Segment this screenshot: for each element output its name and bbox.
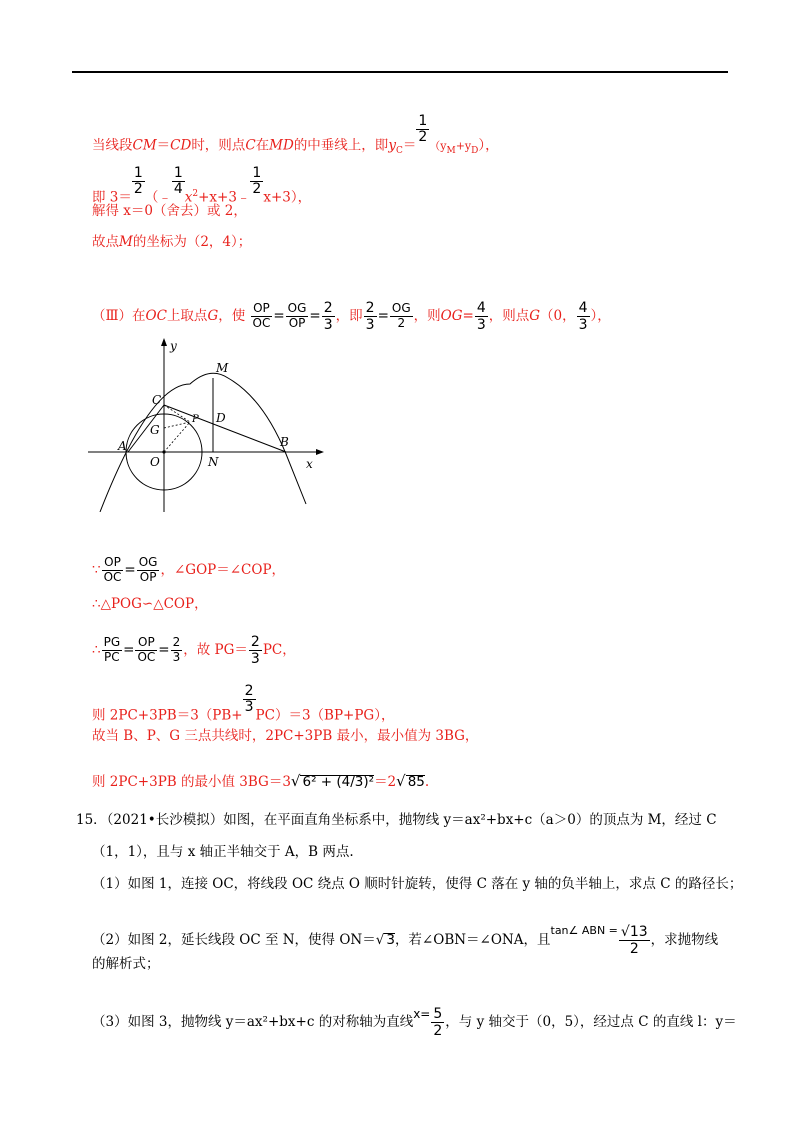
text: ，求抛物线 [650,932,719,949]
text: （0， [540,308,576,325]
radicand: 85 [407,774,425,790]
fraction: $\frac{5}{2}$ [433,1006,443,1040]
label-x: x [306,457,313,471]
label-m: M [216,361,229,375]
fraction: $\frac{OG}{OP}$ [287,301,307,331]
text: ，与 y 轴交于（0，5），经过点 C 的直线 l：y＝ [445,1014,737,1031]
fraction: $\frac{4}{3}$ [476,300,486,334]
text: 上取点 [166,308,208,325]
problem-line-6 [92,1006,737,1039]
solution-line-7: ∴△POG∽△COP， [92,596,208,612]
text: +x+3﹣ [198,189,251,206]
text: . [424,774,430,790]
point-o [162,450,165,453]
text: y [388,137,396,154]
y-axis-arrow-icon [161,338,167,346]
text: ，即 [335,308,363,325]
text: M [446,146,456,157]
text: （y [429,139,447,153]
label-o: O [150,455,160,469]
fraction: $\frac{4}{3}$ [578,300,588,334]
text: G [529,308,541,325]
text: +y [455,139,472,153]
text: x [184,189,193,206]
text: ，使 [218,308,246,325]
text: ∵ [92,561,101,578]
solution-line-11: 则 2PC+3PB 的最小值 3BG＝3√ 6² + (4/3)²＝2√ 85. [92,772,430,790]
text: （3）如图 3，抛物线 y＝ax²+bx+c 的对称轴为直线 [92,1014,414,1031]
solution-line-2 [92,165,312,206]
text: MD [269,137,294,154]
geometry-figure [88,336,328,512]
problem-line-3: （1）如图 1，连接 OC，将线段 OC 绕点 O 顺时针旋转，使得 C 落在 y 轴的负半轴上，求点 C 的路径长； [92,876,743,892]
text: 2 [192,188,199,199]
label-g: G [150,423,160,437]
text: D [471,146,479,157]
fraction: $\frac{OP}{OC}$ [252,301,271,331]
text: = [124,561,136,578]
text: 当线段 [92,137,133,154]
label-p: P [192,414,199,425]
fraction: $\frac{2}{3}$ [244,683,254,716]
text: = [377,308,389,325]
text: （Ⅲ）在 [92,308,146,325]
fraction: $\frac{1}{2}$ [418,113,428,146]
text: （2）如图 2，延长线段 OC 至 N，使得 ON＝ [92,932,376,949]
text: C [395,146,403,157]
text: x= [413,1007,431,1022]
solution-line-4 [92,236,251,250]
fraction: $\frac{1}{2}$ [252,165,262,198]
text: 则 2PC+3PB＝3（PB+ [92,707,243,724]
text: = [462,308,474,325]
text: = [158,642,170,659]
fraction: $\frac{2}{3}$ [365,300,375,334]
solution-line-10: 故当 B、P、G 三点共线时，2PC+3PB 最小，最小值为 3BG， [92,728,479,744]
solution-line-3: 解得 x＝0（舍去）或 2， [92,203,247,219]
text: ，则 [413,308,441,325]
text: tan∠ ABN = [550,924,618,938]
text: ∴ [92,642,101,659]
segment-op [164,422,190,452]
text: ＝ [156,137,171,154]
solution-line-1 [92,113,499,157]
text: 时，则点 [191,137,246,154]
text: ，∠GOP＝∠COP， [160,561,286,578]
fraction: $\frac{2}{3}$ [323,300,333,334]
text: OG [440,308,463,325]
text: 在 [255,137,270,154]
label-y: y [170,339,177,353]
text: OC [145,308,167,325]
label-b: B [280,435,289,449]
fraction: $\frac{2}{3}$ [172,635,181,665]
text: G [207,308,219,325]
radicand: 6² + (4/3)² [302,774,375,790]
text: 则 2PC+3PB 的最小值 3BG＝3 [92,774,291,790]
text: PC， [262,642,296,659]
radicand: 3 [386,932,395,949]
solution-line-9 [92,683,395,724]
text: ，若∠OBN＝∠ONA，且 [394,932,551,949]
parabola-curve [100,373,306,512]
text: x+3）， [263,189,312,206]
text: 故点 [92,234,119,250]
problem-line-4: （2）如图 2，延长线段 OC 至 N，使得 ON＝√ 3，若∠OBN＝∠ONA，且$^{tan\angle ABN =}$ $\frac{√13}{2}$ ，求抛物线 [92,924,719,958]
text: ＝ [402,137,417,154]
text: CD [170,137,192,154]
x-axis-arrow-icon [316,449,324,455]
text: = [273,308,285,325]
text: ，故 PG＝ [183,642,248,659]
text: （﹣ [144,189,172,206]
solution-line-8 [92,634,296,667]
label-a: A [118,439,127,453]
problem-line-2: （1，1），且与 x 轴正半轴交于 A，B 两点. [92,844,354,860]
text: M [119,234,133,250]
text: = [309,308,321,325]
solution-line-5 [92,300,611,333]
fraction: $\frac{OP}{OC}$ [137,635,156,665]
fraction: $\frac{1}{4}$ [173,165,183,198]
fraction: $\frac{2}{3}$ [250,634,260,668]
text: 的中垂线上，即 [293,137,389,154]
label-c: C [152,393,162,407]
text: C [245,137,256,154]
fraction: $\frac{PG}{PC}$ [103,635,121,665]
label-n: N [208,455,219,469]
header-rule [72,71,728,73]
label-d: D [216,411,226,425]
text: ，则点 [488,308,530,325]
text: ＝2 [374,774,397,790]
text: 的坐标为（2，4）； [132,234,252,250]
fraction: $\frac{1}{2}$ [133,165,143,198]
fraction: $\frac{√13}{2}$ [620,924,648,958]
problem-line-1: 15．（2021•长沙模拟）如图，在平面直角坐标系中，抛物线 y＝ax²+bx+c（a＞0）的顶点为 M，经过 C [76,812,717,828]
solution-line-6 [92,556,285,585]
text: ）， [478,137,499,154]
text: ）， [590,308,611,325]
text: 即 3＝ [92,189,132,206]
problem-line-5: 的解析式； [92,956,160,972]
text: PC）＝3（BP+PG）， [255,707,395,724]
text: CM [132,137,157,154]
fraction: $\frac{OP}{OC}$ [103,555,122,584]
fraction: $\frac{OG}{2}$ [391,301,411,331]
text: = [123,642,135,659]
fraction: $\frac{OG}{OP}$ [138,555,158,584]
